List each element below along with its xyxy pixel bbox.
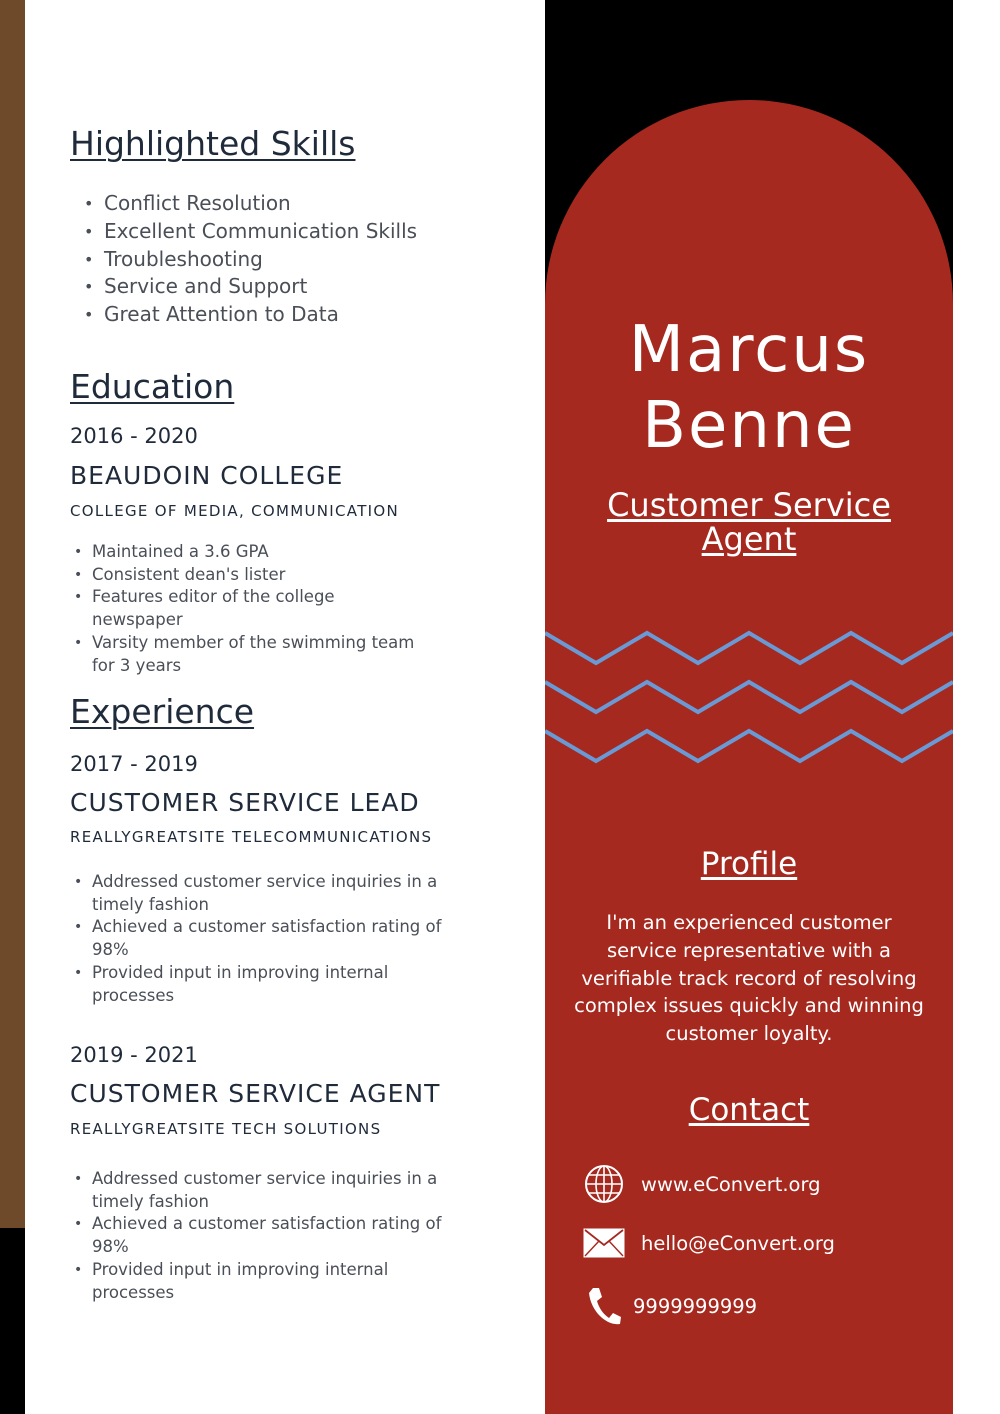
zigzag-line (545, 633, 953, 663)
job-title-line: Customer Service (607, 486, 891, 524)
job-bullet: • Provided input in improving internal processes (74, 962, 454, 1007)
phone-icon (583, 1285, 625, 1327)
first-name: Marcus (628, 313, 870, 387)
zigzag-line (545, 682, 953, 712)
job-bullet: • Addressed customer service inquiries in a timely fashion (74, 1168, 454, 1213)
job-bullet: • Addressed customer service inquiries in a timely fashion (74, 871, 454, 916)
skills-list (84, 190, 417, 329)
right-panel (545, 0, 953, 1414)
education-bullet: • Maintained a 3.6 GPA (74, 541, 454, 564)
education-bullet: • Varsity member of the swimming team for 3 years (74, 632, 424, 677)
job-bullets (74, 1168, 454, 1304)
education-years: 2016 - 2020 (70, 424, 198, 448)
education-bullet: • Features editor of the college newspaper (74, 586, 364, 631)
zigzag-line (545, 731, 953, 761)
job-position: CUSTOMER SERVICE AGENT (70, 1079, 441, 1108)
job-company: REALLYGREATSITE TECH SOLUTIONS (70, 1120, 382, 1138)
left-brown-stripe (0, 0, 25, 1228)
globe-icon (583, 1163, 625, 1205)
job-years: 2019 - 2021 (70, 1043, 198, 1067)
education-bullets (74, 541, 454, 677)
skill-item: • Conflict Resolution (84, 190, 417, 218)
job-company: REALLYGREATSITE TELECOMMUNICATIONS (70, 828, 433, 846)
job-bullets (74, 871, 454, 1007)
job-title-line: Agent (701, 520, 797, 558)
envelope-icon (583, 1222, 625, 1264)
job-bullet: • Achieved a customer satisfaction rating of 98% (74, 916, 454, 961)
skill-item: • Excellent Communication Skills (84, 218, 417, 246)
contact-email[interactable] (583, 1222, 835, 1264)
job-title (575, 488, 923, 556)
contact-heading: Contact (688, 1092, 810, 1128)
contact-phone[interactable] (583, 1285, 757, 1327)
education-bullet: • Consistent dean's lister (74, 564, 454, 587)
profile-heading: Profile (700, 846, 798, 882)
college-name: COLLEGE OF MEDIA, COMMUNICATION (70, 502, 400, 520)
job-position: CUSTOMER SERVICE LEAD (70, 788, 420, 817)
website-text: www.eConvert.org (641, 1172, 821, 1196)
left-black-stripe (0, 1228, 25, 1414)
contact-website[interactable] (583, 1163, 821, 1205)
job-bullet: • Achieved a customer satisfaction rating of 98% (74, 1213, 454, 1258)
skill-item: • Great Attention to Data (84, 301, 417, 329)
skill-item: • Service and Support (84, 273, 417, 301)
email-text: hello@eConvert.org (641, 1231, 835, 1255)
skill-item: • Troubleshooting (84, 246, 417, 274)
zigzag-decoration (545, 625, 953, 770)
job-bullet: • Provided input in improving internal processes (74, 1259, 454, 1304)
experience-heading: Experience (70, 692, 255, 731)
education-heading: Education (70, 367, 235, 406)
skills-heading: Highlighted Skills (70, 124, 356, 163)
school-name: BEAUDOIN COLLEGE (70, 461, 344, 490)
profile-text: I'm an experienced customer service representative with a verifiable track record of resolving complex issues quickly and winning customer loyalty. (574, 911, 924, 1046)
last-name: Benne (642, 389, 856, 463)
job-years: 2017 - 2019 (70, 752, 198, 776)
person-name (545, 312, 953, 464)
right-margin (953, 0, 1000, 1414)
phone-text: 9999999999 (633, 1294, 758, 1318)
